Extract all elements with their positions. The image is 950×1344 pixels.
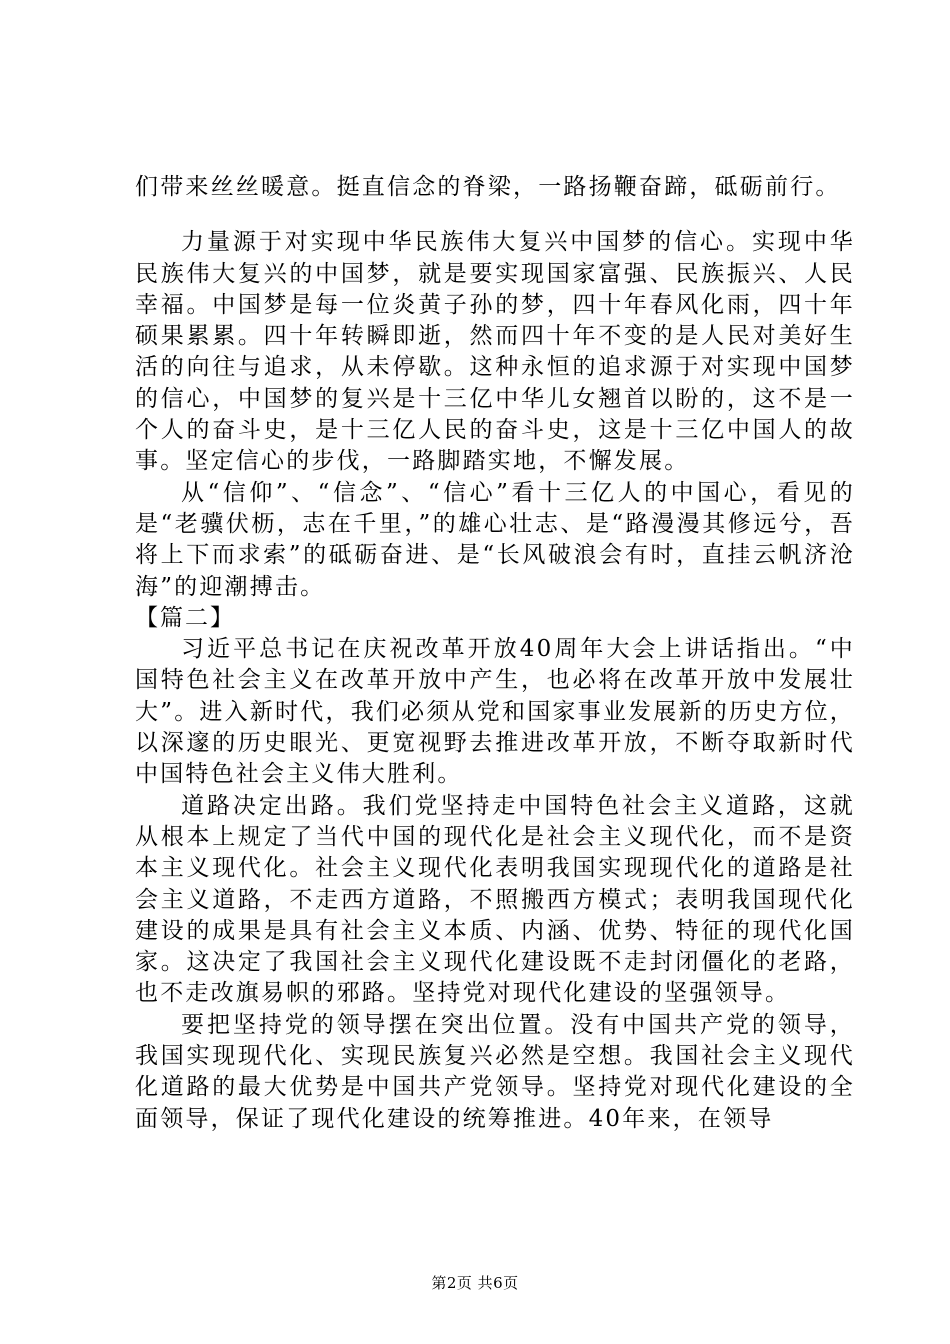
paragraph-party-leadership: 要把坚持党的领导摆在突出位置。没有中国共产党的领导，我国实现现代化、实现民族复兴必然是空想。我国社会主义现代化道路的最大优势是中国共产党领导。坚持党对现代化建设的全面领导，保证了现代化建设的统筹推进。40年来，在领导: [135, 1011, 855, 1132]
document-body: [135, 172, 855, 1135]
paragraph-confidence: 力量源于对实现中华民族伟大复兴中国梦的信心。实现中华民族伟大复兴的中国梦，就是要实现国家富强、民族振兴、人民幸福。中国梦是每一位炎黄子孙的梦，四十年春风化雨，四十年硕果累累。四十年转瞬即逝，然而四十年不变的是人民对美好生活的向往与追求，从未停歇。这种永恒的追求源于对实现中国梦的信心，中国梦的复兴是十三亿中华儿女翘首以盼的，这不是一个人的奋斗史，是十三亿人民的奋斗史，这是十三亿中国人的故事。坚定信心的步伐，一路脚踏实地，不懈发展。: [135, 229, 855, 475]
paragraph-reform-speech: 习近平总书记在庆祝改革开放40周年大会上讲话指出。“中国特色社会主义在改革开放中产生，也必将在改革开放中发展壮大”。进入新时代，我们必须从党和国家事业发展新的历史方位，以深邃的历史眼光、更宽视野去推进改革开放，不断夺取新时代中国特色社会主义伟大胜利。: [135, 636, 855, 788]
section-heading-part-two: 【篇二】: [135, 604, 235, 631]
page-number-footer: 第2页 共6页: [431, 1274, 519, 1292]
paragraph-three-beliefs: 从“信仰”、“信念”、“信心”看十三亿人的中国心，看见的是“老骥伏枥，志在千里，”的雄心壮志、是“路漫漫其修远兮，吾将上下而求索”的砥砺奋进、是“长风破浪会有时，直挂云帆济沧海”的迎潮搏击。: [135, 479, 855, 600]
paragraph-continuation: 们带来丝丝暖意。挺直信念的脊梁，一路扬鞭奋蹄，砥砺前行。: [135, 174, 841, 200]
paragraph-road-decides: 道路决定出路。我们党坚持走中国特色社会主义道路，这就从根本上规定了当代中国的现代化是社会主义现代化，而不是资本主义现代化。社会主义现代化表明我国实现现代化的道路是社会主义道路，不走西方道路，不照搬西方模式；表明我国现代化建设的成果是具有社会主义本质、内涵、优势、特征的现代化国家。这决定了我国社会主义现代化建设既不走封闭僵化的老路，也不走改旗易帜的邪路。坚持党对现代化建设的坚强领导。: [135, 792, 855, 1007]
